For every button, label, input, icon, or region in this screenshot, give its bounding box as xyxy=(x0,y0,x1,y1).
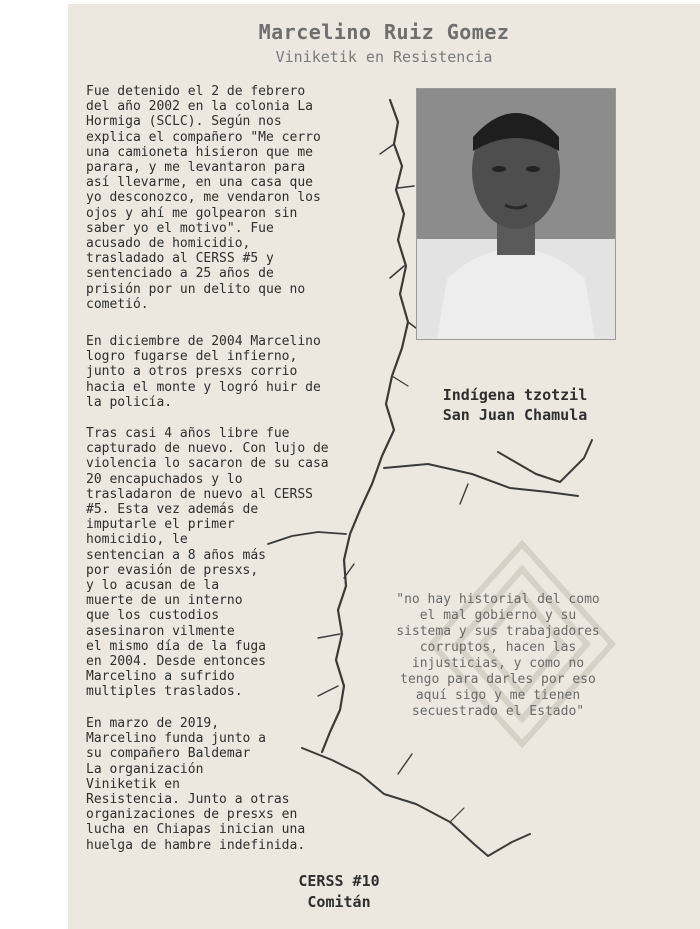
paragraph-detention: Fue detenido el 2 de febrero del año 2002 en la colonia La Hormiga (SCLC). Según nos explica el compañero "Me cerro una camioneta hisieron que me parara, y me levantaron para así llevarme, en una casa que yo desconozco, me vendaron los ojos y ahí me golpearon sin saber yo el motivo". Fue acusado de homicidio, trasladado al CERSS #5 y sentenciado a 25 años de prisión por un delito que no cometió. xyxy=(86,84,321,312)
photo-caption-origin: San Juan Chamula xyxy=(442,406,588,424)
flyer-page xyxy=(68,4,700,929)
facility-location: Comitán xyxy=(307,893,371,911)
paragraph-organization: En marzo de 2019, Marcelino funda junto a su compañero Baldemar La organización Viniketik en Resistencia. Junto a otras organizaciones de presxs en lucha en Chiapas inician una huelga de hambre indefinida. xyxy=(86,716,306,853)
facility-name: CERSS #10 xyxy=(298,872,380,890)
page-subtitle: Viniketik en Resistencia xyxy=(275,48,493,66)
page-margin-left xyxy=(0,0,68,929)
page-title: Marcelino Ruiz Gomez xyxy=(258,20,510,44)
portrait-photo xyxy=(416,88,616,340)
paragraph-recapture: Tras casi 4 años libre fue capturado de nuevo. Con lujo de violencia lo sacaron de su casa 20 encapuchados y lo trasladaron de nuevo al CERSS #5. Esta vez además de imputarle el primer homicidio, le sentencian a 8 años más por evasión de presxs, y lo acusan de la muerte de un interno que los custodios asesinaron vilmente el mismo día de la fuga en 2004. Desde entonces Marcelino a sufrido multiples traslados. xyxy=(86,426,329,700)
testimony-quote: "no hay historial del como el mal gobierno y su sistema y sus trabajadores corruptos, hacen las injusticias, y como no tengo para darles por eso aquí sigo y me tienen secuestrado el Estado" xyxy=(396,592,600,719)
paragraph-escape: En diciembre de 2004 Marcelino logro fugarse del infierno, junto a otros presxs corrio hacia el monte y logró huir de la policía. xyxy=(86,334,321,410)
photo-caption-ethnicity: Indígena tzotzil xyxy=(442,386,588,404)
person-portrait-icon xyxy=(417,89,615,339)
